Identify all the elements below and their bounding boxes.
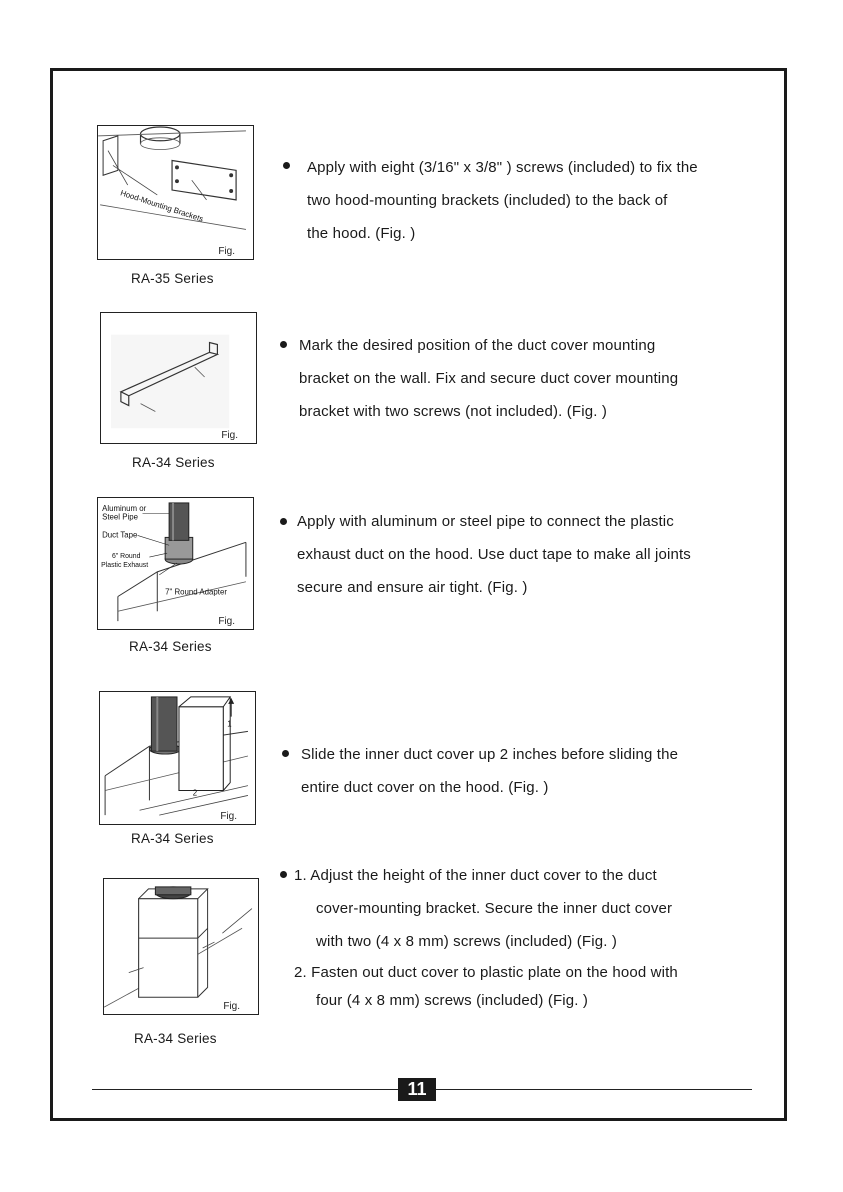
annotation-step-1: 1 bbox=[227, 719, 232, 729]
instruction-line: with two (4 x 8 mm) screws (included) (Fig. ) bbox=[316, 933, 617, 950]
duct-cover-assembly-illustration bbox=[104, 879, 258, 1014]
instruction-text bbox=[307, 151, 698, 250]
figure-caption: RA-34 Series bbox=[132, 455, 215, 470]
fig-label: Fig. bbox=[218, 616, 235, 627]
bullet-icon bbox=[280, 518, 287, 525]
instruction-text bbox=[297, 505, 691, 604]
figure-caption: RA-34 Series bbox=[134, 1031, 217, 1046]
bullet-icon bbox=[280, 341, 287, 348]
instruction-text bbox=[294, 859, 672, 958]
instruction-line: Apply with aluminum or steel pipe to connect the plastic bbox=[297, 513, 674, 530]
figure-duct-cover-bracket bbox=[100, 312, 257, 444]
instruction-line: cover-mounting bracket. Secure the inner duct cover bbox=[316, 900, 673, 917]
instruction-line: two hood-mounting brackets (included) to the back of bbox=[307, 192, 668, 209]
instruction-line: four (4 x 8 mm) screws (included) (Fig. ) bbox=[316, 992, 589, 1009]
instruction-line: Slide the inner duct cover up 2 inches before sliding the bbox=[301, 746, 679, 763]
instruction-text bbox=[299, 329, 678, 428]
instruction-line: bracket with two screws (not included). (Fig. ) bbox=[299, 403, 607, 420]
hood-brackets-illustration bbox=[98, 126, 253, 259]
instruction-line: entire duct cover on the hood. (Fig. ) bbox=[301, 779, 549, 796]
figure-caption: RA-35 Series bbox=[131, 271, 214, 286]
annotation-round-exhaust: 6" Round bbox=[111, 553, 141, 561]
duct-cover-bracket-illustration bbox=[101, 313, 256, 443]
fig-label: Fig. bbox=[223, 1001, 240, 1012]
instruction-line: 2. Fasten out duct cover to plastic plate on the hood with bbox=[294, 964, 678, 981]
instruction-line: the hood. (Fig. ) bbox=[307, 225, 416, 242]
annotation-step-2: 2 bbox=[192, 788, 198, 798]
instruction-text bbox=[301, 738, 678, 804]
annotation-pipe-material: Aluminum or bbox=[102, 503, 147, 513]
annotation-duct-tape: Duct Tape bbox=[102, 530, 138, 540]
bullet-icon bbox=[283, 162, 290, 169]
instruction-line: bracket on the wall. Fix and secure duct cover mounting bbox=[299, 370, 679, 387]
exhaust-pipe-illustration bbox=[98, 498, 253, 629]
figure-hood-mounting-brackets bbox=[97, 125, 254, 260]
instruction-line: Mark the desired position of the duct cover mounting bbox=[299, 337, 656, 354]
fig-label: Fig. bbox=[218, 246, 235, 257]
instruction-line: secure and ensure air tight. (Fig. ) bbox=[297, 579, 528, 596]
annotation-round-adapter: 7" Round Adapter bbox=[165, 587, 227, 597]
figure-caption: RA-34 Series bbox=[129, 639, 212, 654]
fig-label: Fig. bbox=[221, 430, 238, 441]
annotation-pipe-material-2: Steel Pipe bbox=[102, 512, 138, 522]
figure-caption: RA-34 Series bbox=[131, 831, 214, 846]
instruction-line: 1. Adjust the height of the inner duct cover to the duct bbox=[294, 867, 657, 884]
instruction-line: exhaust duct on the hood. Use duct tape to make all joints bbox=[297, 546, 691, 563]
figure-duct-cover-assembly bbox=[103, 878, 259, 1015]
figure-inner-duct-cover bbox=[99, 691, 256, 825]
figure-exhaust-pipe bbox=[97, 497, 254, 630]
annotation-round-exhaust-2: Plastic Exhaust bbox=[101, 561, 149, 569]
fig-label: Fig. bbox=[220, 811, 237, 822]
inner-duct-cover-illustration bbox=[100, 692, 255, 824]
instruction-text bbox=[294, 958, 678, 1014]
page-number: 11 bbox=[398, 1078, 436, 1101]
bullet-icon bbox=[282, 750, 289, 757]
bullet-icon bbox=[280, 871, 287, 878]
annotation-hood-mounting-brackets: Hood-Mounting Brackets bbox=[119, 188, 205, 224]
instruction-line: Apply with eight (3/16" x 3/8" ) screws (included) to fix the bbox=[307, 159, 698, 176]
